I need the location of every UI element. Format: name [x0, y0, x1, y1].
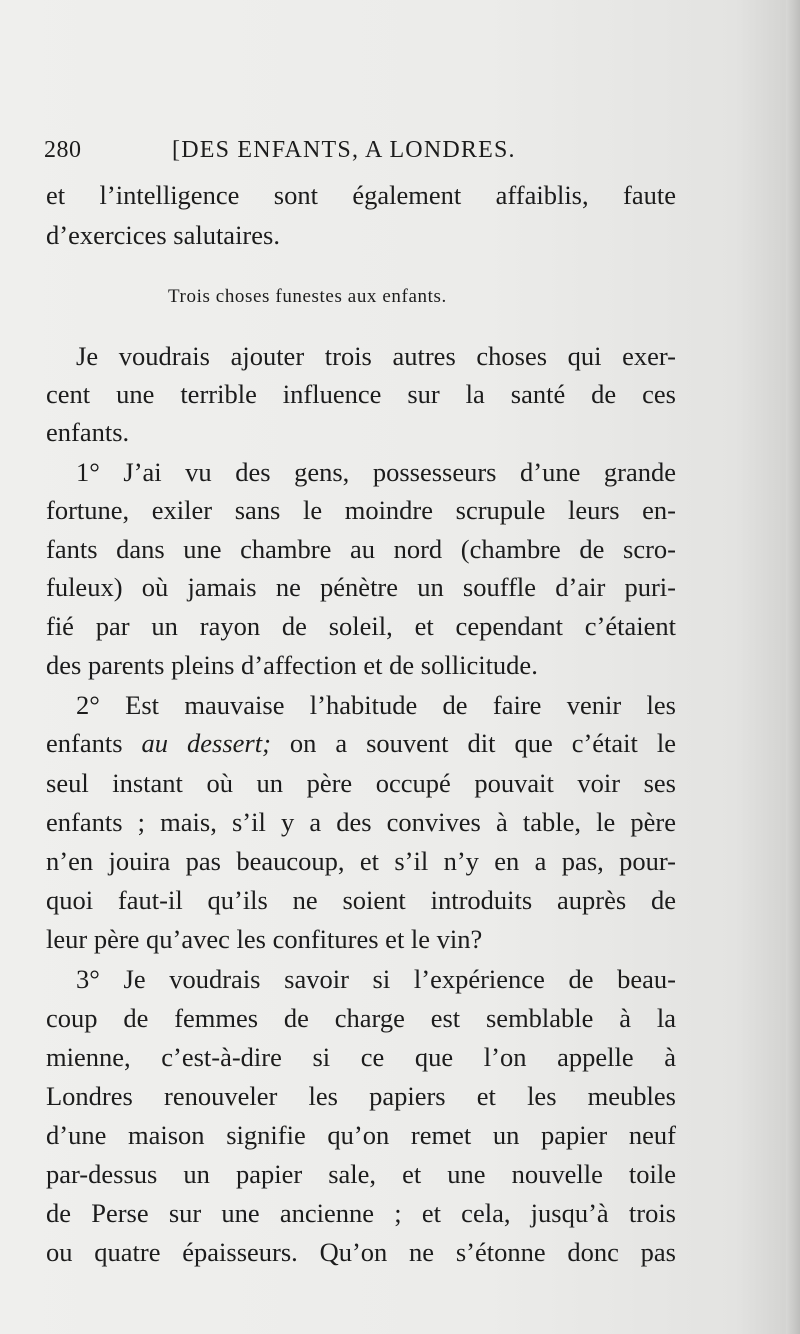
text-line: des parents pleins d’affection et de sollicitude. [46, 650, 538, 680]
running-title: [DES ENFANTS, A LONDRES. [172, 137, 516, 163]
text-line: enfants. [46, 417, 130, 447]
text-line: fuleux) où jamais ne pénètre un souffle d’air puri- [46, 572, 676, 602]
text-line: d’exercices salutaires. [46, 220, 280, 250]
text-run: enfants [46, 728, 142, 758]
text-line: de Perse sur une ancienne ; et cela, jusqu’à trois [46, 1198, 676, 1228]
text-line: leur père qu’avec les confitures et le vin? [46, 924, 483, 954]
text-line: Londres renouveler les papiers et les meubles [46, 1081, 676, 1111]
text-line: mienne, c’est-à-dire si ce que l’on appelle à [46, 1042, 676, 1072]
text-run: on a souvent dit que c’était le [270, 728, 677, 758]
text-line: quoi faut-il qu’ils ne soient introduits auprès de [46, 885, 676, 915]
text-line: 3° Je voudrais savoir si l’expérience de beau- [76, 964, 676, 994]
italic-phrase: au dessert; [141, 728, 271, 758]
text-line: 2° Est mauvaise l’habitude de faire venir les [76, 690, 676, 720]
text-line-with-italic [46, 725, 676, 761]
text-line: fié par un rayon de soleil, et cependant c’étaient [46, 611, 676, 641]
page-number: 280 [44, 137, 82, 163]
text-line: coup de femmes de charge est semblable à la [46, 1003, 676, 1033]
text-line: Je voudrais ajouter trois autres choses qui exer- [76, 341, 676, 371]
text-line: ou quatre épaisseurs. Qu’on ne s’étonne donc pas [46, 1237, 676, 1267]
text-line: enfants ; mais, s’il y a des convives à table, le père [46, 807, 676, 837]
text-line: et l’intelligence sont également affaiblis, faute [46, 180, 676, 210]
page-gutter [786, 0, 800, 1334]
text-line: fants dans une chambre au nord (chambre de scro- [46, 534, 676, 564]
text-line: 1° J’ai vu des gens, possesseurs d’une grande [76, 457, 676, 487]
text-line: fortune, exiler sans le moindre scrupule leurs en- [46, 495, 676, 525]
section-subheading: Trois choses funestes aux enfants. [168, 286, 447, 307]
text-line: n’en jouira pas beaucoup, et s’il n’y en a pas, pour- [46, 846, 676, 876]
text-line: seul instant où un père occupé pouvait voir ses [46, 768, 676, 798]
running-head [44, 137, 524, 167]
text-line: d’une maison signifie qu’on remet un papier neuf [46, 1120, 676, 1150]
text-line: cent une terrible influence sur la santé de ces [46, 379, 676, 409]
text-line: par-dessus un papier sale, et une nouvelle toile [46, 1159, 676, 1189]
